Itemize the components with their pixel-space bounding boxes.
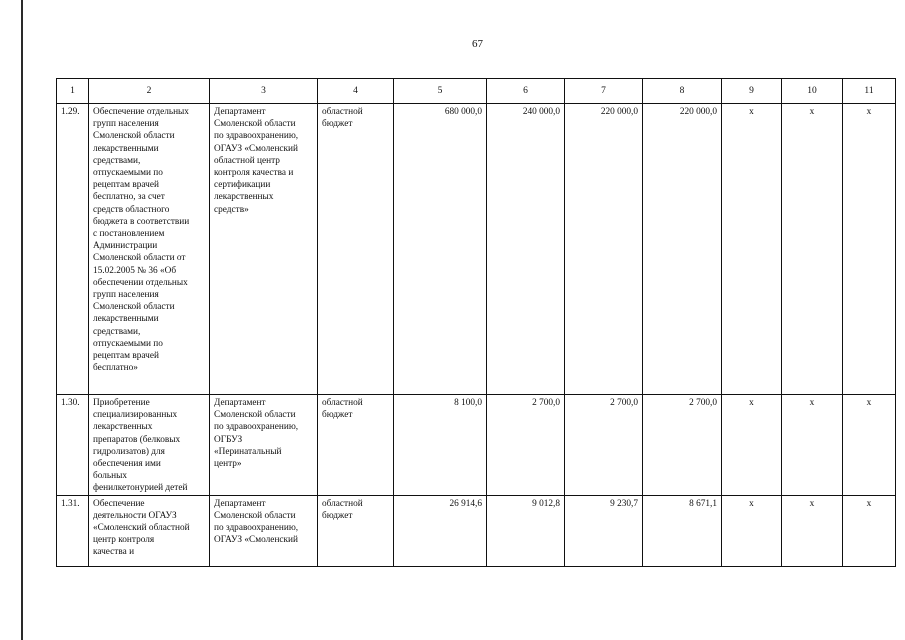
row-col-11: х [843,495,896,566]
row-col-9: х [722,495,782,566]
table-row [57,395,896,496]
page-edge-rule [21,0,23,640]
row-description: Обеспечение деятельности ОГАУЗ «Смоленский областной центр контроля качества и [89,495,210,566]
row-year-1: 9 012,8 [487,495,565,566]
row-funding-source: областной бюджет [318,495,394,566]
column-header: 11 [843,79,896,104]
column-header: 6 [487,79,565,104]
row-total: 26 914,6 [394,495,487,566]
row-funding-source: областной бюджет [318,395,394,496]
row-col-10: х [782,395,843,496]
row-year-3: 8 671,1 [643,495,722,566]
row-total: 680 000,0 [394,104,487,395]
page-number: 67 [472,38,483,50]
column-header: 1 [57,79,89,104]
column-header: 9 [722,79,782,104]
row-number: 1.30. [57,395,89,496]
column-header: 4 [318,79,394,104]
table-header-row [57,79,896,104]
row-year-2: 9 230,7 [565,495,643,566]
row-year-3: 2 700,0 [643,395,722,496]
row-executor: Департамент Смоленской области по здравоохранению, ОГБУЗ «Перинатальный центр» [210,395,318,496]
row-executor: Департамент Смоленской области по здравоохранению, ОГАУЗ «Смоленский областной центр контроля качества и сертификации лекарственных средств» [210,104,318,395]
row-year-2: 2 700,0 [565,395,643,496]
row-number: 1.31. [57,495,89,566]
row-funding-source: областной бюджет [318,104,394,395]
row-col-10: х [782,104,843,395]
row-col-9: х [722,104,782,395]
row-col-11: х [843,104,896,395]
row-description: Приобретение специализированных лекарственных препаратов (белковых гидролизатов) для обеспечения ими больных фенилкетонурией детей [89,395,210,496]
column-header: 5 [394,79,487,104]
column-header: 2 [89,79,210,104]
table-row [57,495,896,566]
row-col-9: х [722,395,782,496]
row-executor: Департамент Смоленской области по здравоохранению, ОГАУЗ «Смоленский [210,495,318,566]
budget-table [56,78,896,567]
row-year-3: 220 000,0 [643,104,722,395]
column-header: 8 [643,79,722,104]
row-year-2: 220 000,0 [565,104,643,395]
column-header: 7 [565,79,643,104]
row-total: 8 100,0 [394,395,487,496]
column-header: 10 [782,79,843,104]
row-year-1: 2 700,0 [487,395,565,496]
row-description: Обеспечение отдельных групп населения Смоленской области лекарственными средствами, отпускаемыми по рецептам врачей бесплатно, за счет средств областного бюджета в соответствии с постановлением Администрации Смоленской области от 15.02.2005 № 36 «Об обеспечении отдельных групп населения Смоленской области лекарственными средствами, отпускаемыми по рецептам врачей бесплатно» [89,104,210,395]
row-col-11: х [843,395,896,496]
table-row [57,104,896,395]
column-header: 3 [210,79,318,104]
row-col-10: х [782,495,843,566]
row-number: 1.29. [57,104,89,395]
row-year-1: 240 000,0 [487,104,565,395]
